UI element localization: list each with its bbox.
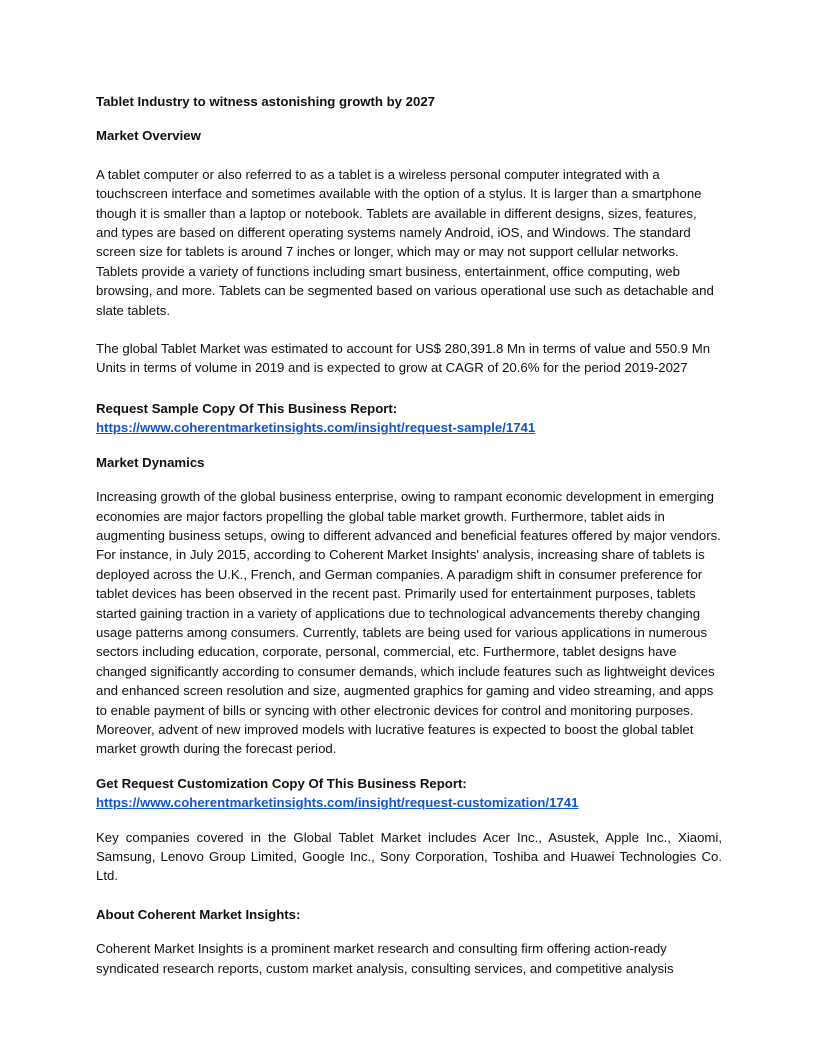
request-sample-label: Request Sample Copy Of This Business Report: xyxy=(96,400,398,416)
overview-paragraph: A tablet computer or also referred to as a tablet is a wireless personal computer integrated with a touchscreen interface and sometimes available with the option of a stylus. It is larger than a smartphone though it is smaller than a laptop or notebook. Tablets are available in different designs, sizes, features, and types are based on different operating systems namely Android, iOS, and Windows. The standard screen size for tablets is around 7 inches or longer, which may or may not support cellular networks. Tablets provide a variety of functions including smart business, entertainment, office computing, web browsing, and more. Tablets can be segmented based on various operational use such as detachable and slate tablets. xyxy=(96,166,714,318)
market-dynamics-heading: Market Dynamics xyxy=(96,454,205,470)
key-companies-paragraph: Key companies covered in the Global Tablet Market includes Acer Inc., Asustek, Apple Inc., Xiaomi, Samsung, Lenovo Group Limited, Google Inc., Sony Corporation, Toshiba and Huawei Technologies Co. Ltd. xyxy=(96,829,722,884)
about-paragraph: Coherent Market Insights is a prominent market research and consulting firm offering action-ready syndicated research reports, custom market analysis, consulting services, and competitive analysis xyxy=(96,941,674,976)
market-overview-heading: Market Overview xyxy=(96,128,201,144)
request-customization-link[interactable]: https://www.coherentmarketinsights.com/insight/request-customization/1741 xyxy=(96,795,579,811)
market-dynamics-paragraph: Increasing growth of the global business enterprise, owing to rampant economic development in emerging economies are major factors propelling the global table market growth. Furthermore, tablet aids in augmenting business setups, owing to different advanced and beneficial features offered by major vendors. For instance, in July 2015, according to Coherent Market Insights' analysis, increasing share of tablets is deployed across the U.K., French, and German companies. A paradigm shift in consumer preference for tablet devices has been observed in the recent past. Primarily used for entertainment purposes, tablets started gaining traction in a variety of applications due to technological advancements thereby changing usage patterns among consumers. Currently, tablets are being used for various applications in numerous sectors including education, corporate, personal, commercial, etc. Furthermore, tablet designs have changed significantly according to consumer demands, which include features such as lightweight devices and enhanced screen resolution and size, augmented graphics for gaming and video streaming, and apps to enable payment of bills or syncing with other electronic devices for control and monitoring purposes. Moreover, advent of new improved models with lucrative features is expected to boost the global tablet market growth during the forecast period. xyxy=(96,489,721,757)
request-customization-label: Get Request Customization Copy Of This Business Report: xyxy=(96,775,467,791)
market-size-paragraph: The global Tablet Market was estimated to account for US$ 280,391.8 Mn in terms of value and 550.9 Mn Units in terms of volume in 2019 and is expected to grow at CAGR of 20.6% for the period 2019-2027 xyxy=(96,341,711,376)
about-heading: About Coherent Market Insights: xyxy=(96,906,301,922)
request-sample-link[interactable]: https://www.coherentmarketinsights.com/insight/request-sample/1741 xyxy=(96,420,536,436)
document-title: Tablet Industry to witness astonishing growth by 2027 xyxy=(96,94,436,109)
document-page xyxy=(96,92,722,978)
